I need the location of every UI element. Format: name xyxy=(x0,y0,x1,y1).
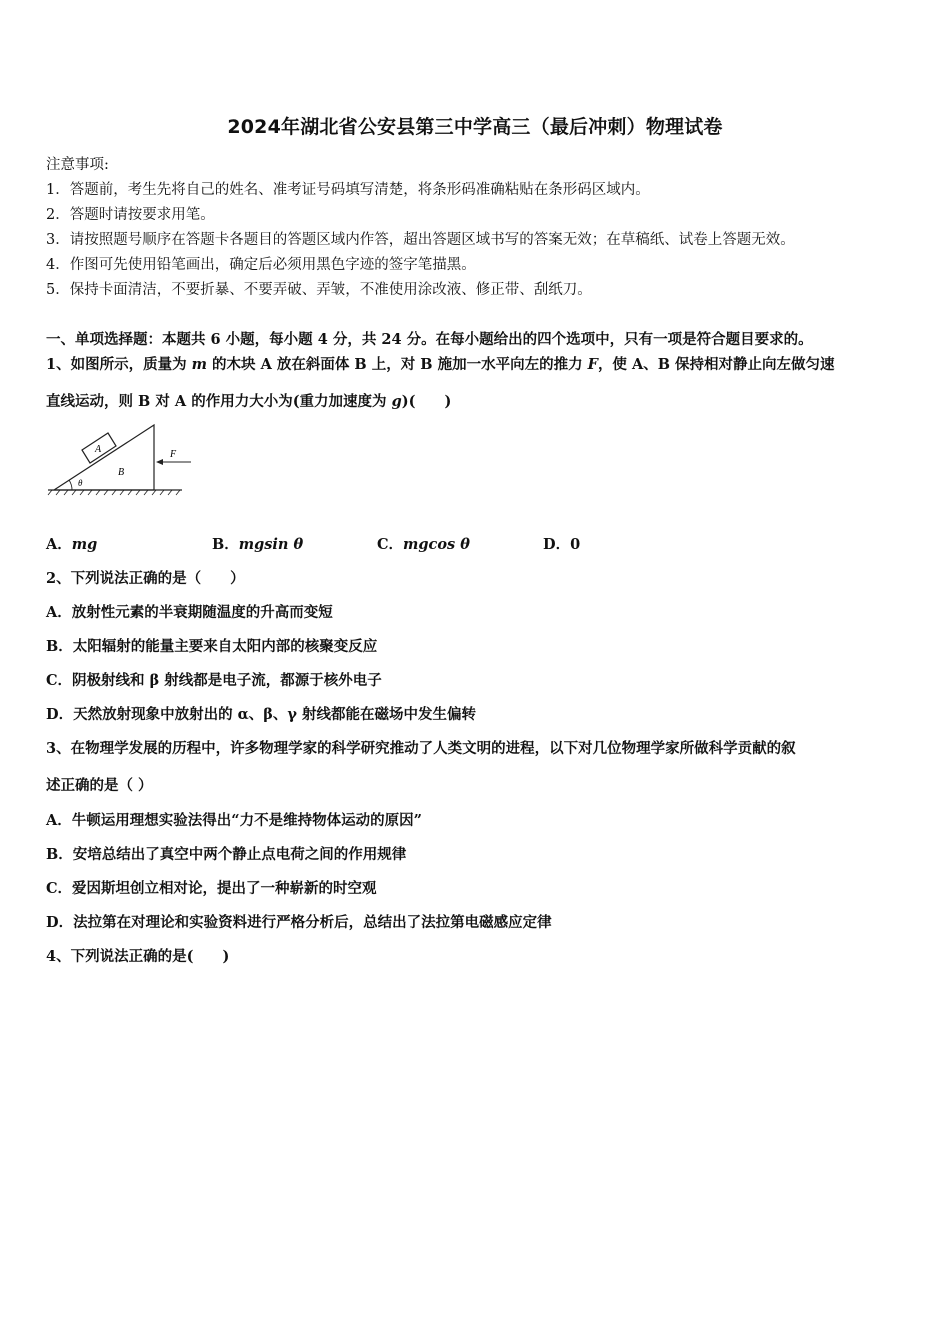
label-b: B xyxy=(118,467,125,478)
q1-option-a-value: mg xyxy=(71,536,98,553)
notice-item-2: 2．答题时请按要求用笔。 xyxy=(46,207,215,223)
q1-option-a-key: A． xyxy=(46,536,72,553)
label-theta: θ xyxy=(78,478,83,488)
q1-text-b: 的木块 A 放在斜面体 B 上，对 B 施加一水平向左的推力 xyxy=(206,356,588,373)
incline-figure xyxy=(46,420,196,500)
q2-stem: 2、下列说法正确的是（ ） xyxy=(46,570,245,587)
q4-stem: 4、下列说法正确的是( ) xyxy=(46,948,230,965)
q1-option-d-key: D． xyxy=(543,536,571,553)
q2-option-b: B．太阳辐射的能量主要来自太阳内部的核聚变反应 xyxy=(46,638,378,655)
q3-option-d: D．法拉第在对理论和实验资料进行严格分析后，总结出了法拉第电磁感应定律 xyxy=(46,914,552,931)
label-f: F xyxy=(170,449,177,460)
q1-option-b-value: mgsin θ xyxy=(238,536,304,553)
q1-option-c-value: mgcos θ xyxy=(403,536,470,553)
q1-option-a xyxy=(46,533,97,554)
notice-item-1: 1．答题前，考生先将自己的姓名、准考证号码填写清楚，将条形码准确粘贴在条形码区域内。 xyxy=(46,182,650,198)
force-arrowhead xyxy=(156,459,163,465)
notice-item-4: 4．作图可先使用铅笔画出，确定后必须用黑色字迹的签字笔描黑。 xyxy=(46,257,476,273)
q1-option-c-key: C． xyxy=(377,536,404,553)
q1-var-f: F xyxy=(587,356,598,373)
q1-text-c: ，使 A、B 保持相对静止向左做匀速 xyxy=(597,356,835,373)
q2-option-c: C．阴极射线和 β 射线都是电子流，都源于核外电子 xyxy=(46,672,382,689)
notice-item-3: 3．请按照题号顺序在答题卡各题目的答题区域内作答，超出答题区域书写的答案无效；在草稿纸、试卷上答题无效。 xyxy=(46,232,795,248)
q3-stem-line1: 3、在物理学发展的历程中，许多物理学家的科学研究推动了人类文明的进程，以下对几位物理学家所做科学贡献的叙 xyxy=(46,740,796,757)
q1-text-a: 1、如图所示，质量为 xyxy=(46,356,192,373)
q1-option-b xyxy=(212,533,303,554)
q1-stem-line2 xyxy=(46,390,451,411)
q1-option-d-value: 0 xyxy=(570,536,581,553)
q1-text-d: 直线运动，则 B 对 A 的作用力大小为(重力加速度为 xyxy=(46,393,392,410)
notice-item-5: 5．保持卡面清洁，不要折暴、不要弄破、弄皱，不准使用涂改液、修正带、刮纸刀。 xyxy=(46,282,592,298)
q1-option-d xyxy=(543,533,580,554)
q1-var-g: g xyxy=(391,393,402,410)
label-a: A xyxy=(95,444,102,455)
q3-stem-line2: 述正确的是（ ） xyxy=(46,777,153,794)
q1-stem-line1 xyxy=(46,353,835,374)
q1-option-c xyxy=(377,533,470,554)
q1-var-m: m xyxy=(191,356,207,373)
ground-hatch xyxy=(48,490,180,495)
exam-title: 2024年湖北省公安县第三中学高三（最后冲刺）物理试卷 xyxy=(227,116,723,138)
q3-option-b: B．安培总结出了真空中两个静止点电荷之间的作用规律 xyxy=(46,846,407,863)
q1-text-e: )( ) xyxy=(401,393,452,410)
q3-option-a: A．牛顿运用理想实验法得出“力不是维持物体运动的原因” xyxy=(46,812,422,829)
notice-heading: 注意事项: xyxy=(46,157,109,173)
q3-option-c: C．爱因斯坦创立相对论，提出了一种崭新的时空观 xyxy=(46,880,377,897)
q2-option-d: D．天然放射现象中放射出的 α、β、γ 射线都能在磁场中发生偏转 xyxy=(46,706,477,723)
q2-option-a: A．放射性元素的半衰期随温度的升高而变短 xyxy=(46,604,333,621)
q1-option-b-key: B． xyxy=(212,536,239,553)
theta-arc xyxy=(69,480,72,490)
section-heading: 一、单项选择题：本题共 6 小题，每小题 4 分，共 24 分。在每小题给出的四个选项中，只有一项是符合题目要求的。 xyxy=(46,331,813,348)
